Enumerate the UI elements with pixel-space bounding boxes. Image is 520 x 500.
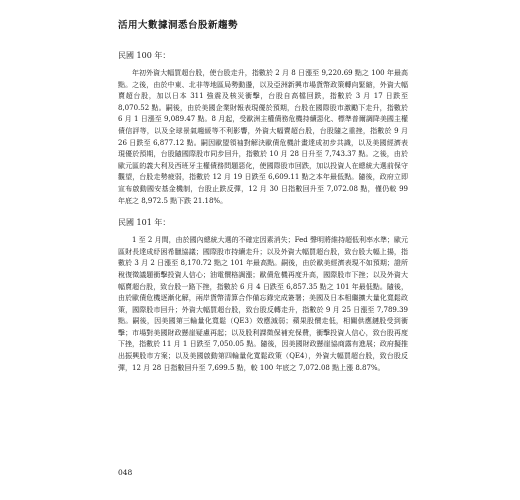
section-paragraph: 1 至 2 月間，由於國內總統大選的不確定因素消失；Fed 聲明將維持超低利率水準；歐元區財長達成紓困希臘協議；國際股市持續走升；以及外資大幅買超台股，致台股大幅上揚，指數於 3 月 2 日漲至 8,170.72 點之 101 年最高點。嗣後，由於歐美經濟表現不如預期；證所稅復徵議題衝擊投資人信心；油電價格調漲；歐債危機再度升高，國際股市下挫；以及外資大幅賣超台股，致台股一路下挫，指數於 6 月 4 日跌至 6,857.35 點之 101 年最低點。隨後，由於歐債危機逐漸化解，兩岸貨幣清算合作備忘錄完成簽署；美國及日本相繼擴大量化寬鬆政策，國際股市回升；外資大幅買超台股，致台股反轉走升，指數於 9 月 25 日漲至 7,789.39 點。嗣後，因美國第三輪量化寬鬆（QE3）效應減弱；蘋果股價走低，相關供應鏈股受到衝擊；市場對美國財政懸崖疑慮再起；以及股利課徵保補充保費，衝擊投資人信心，致台股再度下挫，指數於 11 月 1 日跌至 7,050.05 點。隨後，因美國財政懸崖協商露有進展；政府擬推出振興股市方案；以及美國啟動第四輪量化寬鬆政策（QE4），外資大幅買超台股，致台股反彈，12 月 28 日指數回升至 7,699.5 點，較 100 年底之 7,072.08 點上漲 8.87%。 [118,236,408,372]
section-101 [118,217,408,374]
running-head: 活用大數據洞悉台股新趨勢 [118,20,239,31]
page-body [118,50,408,384]
section-100 [118,50,408,207]
section-paragraph: 年初外資大幅買超台股，使台股走升，指數於 2 月 8 日漲至 9,220.69 點之 100 年最高點。之後，由於中東、北非等地區局勢動盪，以及亞洲新興市場貨幣政策轉向緊縮，外資大幅賣超台股，加以日本 311 強震及核災衝擊，台股自高檔回跌，指數於 3 月 17 日跌至 8,070.52 點。嗣後，由於美國企業財報表現優於預期，台股在國際股市激勵下走升，指數於 6 月 1 日漲至 9,089.47 點。8 月起，受歐洲主權債務危機持續惡化、標準普爾調降美國主權債信評等，以及全球景氣趨緩等不利影響，外資大幅賣超台股，台股隨之重挫，指數於 9 月 26 日跌至 6,877.12 點。嗣因歐盟領袖對解決歐債危機計畫達成初步共識，以及美國經濟表現優於預期，台股隨國際股市同步回升，指數於 10 月 28 日升至 7,743.37 點。之後，由於歐元區的義大利及西班牙主權債務問題惡化，使國際股市回跌，加以投資人在總統大選前保守觀望，台股走勢疲弱，指數於 12 月 19 日跌至 6,609.11 點之本年最低點。隨後，政府立即宣布啟動國安基金機制，台股止跌反彈，12 月 30 日指數回升至 7,072.08 點，僅仍較 99 年底之 8,972.5 點下跌 21.18%。 [118,69,408,205]
section-title: 民國 100 年： [118,51,171,60]
page-number: 048 [118,468,133,477]
section-title: 民國 101 年： [118,218,171,228]
